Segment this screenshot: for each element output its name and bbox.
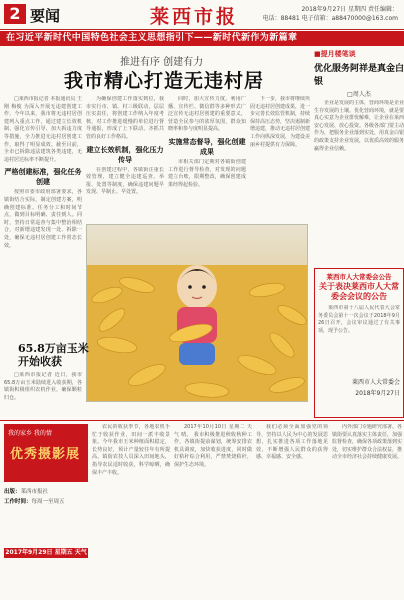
lower-paragraph: 农民的收获季节，各地农机手忙于收获作业，田间一派丰收景象。今年我市玉米种植面积稳定，长势良好，预计产量较往年有所提高。镇街农技人员深入田间地头，指导农民适时收获，科学晾晒，确保丰产丰收。: [92, 424, 170, 476]
feature-paragraph: 按照市委市政府部署要求，各镇街结合实际，制定创建方案，明确创建标准、任务分工和时间节点，做到目标明确、责任到人。同时，坚持日常巡查与集中整治相结合，对新增违建发现一处、拆除一处，确保无违村居创建工作常态长效。: [4, 189, 82, 249]
commentary-byline: □周人杰: [347, 91, 371, 98]
notice-date: 2018年9月27日: [355, 390, 400, 397]
corn-harvest-photo: [86, 224, 308, 402]
contest-tagline: 我的家乡 我的情: [8, 430, 52, 437]
child-with-corn-image: [87, 225, 308, 402]
corn-story-body: □莱西市报记者 近日，我市65.8万亩玉米陆续进入收获期，各镇街积极组织农机作业，确保颗粒归仓。: [4, 372, 82, 401]
weather-bar: 2017年9月29日 星期五 天气: [5, 549, 87, 556]
feature-subhead: 推进有序 创建有力: [120, 57, 204, 68]
commentary-headline: 优化服务阿祥是真金白银: [314, 64, 404, 87]
hours-value: 每周一至周五: [31, 499, 65, 505]
newspaper-logo: 莱西市报: [150, 6, 239, 28]
feature-paragraph: 在创建过程中，各镇街注重长效管理，建立健全违建巡查、举报、处置等制度，确保违建问题早发现、早制止、早处置。: [86, 166, 164, 196]
theme-banner: 在习近平新时代中国特色社会主义思想指引下——新时代新作为新篇章: [0, 31, 404, 46]
issue-date-line: 2018年9月27日 星期四 责任编辑：: [301, 6, 398, 13]
feature-paragraph: 下一步，我市将继续巩固无违村居创建成果，进一步完善长效监管机制，持续保持高压态势，坚决遏制新增违建，推动无违村居创建工作向纵深发展，为建设美丽乡村提供有力保障。: [250, 96, 310, 148]
notice-body: 莱西市第十八届人民代表大会常务委员会第十一次会议于2018年9月26日召开，会议审议通过了有关事项，现予公告。: [318, 305, 400, 334]
commentary-column-title: ■提月楼笔谈: [314, 50, 356, 58]
lower-paragraph: 我们必须全面加强党的领导，坚持以人民为中心的发展思想，扎实推进各项工作落地见效，不断增强人民群众的获得感、幸福感、安全感。: [256, 424, 328, 461]
feature-paragraph: 为确保创建工作落实到位，我市实行市、镇、村三级联动，层层压实责任，将创建工作纳入年度考核，对工作推进缓慢的单位进行督导通报，形成了上下联动、齐抓共管的良好工作格局。: [86, 96, 164, 140]
lower-column-1: [92, 424, 170, 596]
lower-column-2: [174, 424, 252, 596]
publisher-info: [4, 488, 88, 496]
lower-column-3: [256, 424, 328, 596]
publisher-label: 出版：: [4, 489, 21, 495]
feature-column-3: [168, 96, 246, 220]
notice-signature: 莱西市人大常委会: [351, 379, 400, 386]
official-notice-box: [314, 268, 404, 418]
section-title: 要闻: [30, 7, 61, 25]
feature-subheading: 建立长效机制，强化压力传导: [86, 145, 164, 164]
lower-paragraph: 2017年10月10日 星期二 天气 晴。 我市积极推进秋收秋种工作，各镇街提前谋划，统筹安排农机具调度，加快收获进度，同时做好秸秆综合利用，严禁焚烧秸秆，保护生态环境。: [174, 424, 252, 468]
photo-contest-banner: [4, 424, 88, 482]
lower-column-4: [332, 424, 402, 596]
feature-headline: 我市精心打造无违村居: [64, 70, 265, 92]
contest-title: 优秀摄影展: [10, 447, 81, 462]
contact-line: 电话：88481 电子信箱：a88470000@163.com: [262, 15, 398, 22]
section-divider: [0, 420, 404, 421]
corn-story-title: 65.8万亩玉米 开始收获: [18, 342, 89, 368]
page-number-badge: 2: [4, 4, 26, 24]
lower-paragraph: 内外部门专题研究部署。各镇街要认真落实主体责任，加强监督检查，确保各项政策落到实处，切实维护群众合法权益，推动全市经济社会持续健康发展。: [332, 424, 402, 461]
feature-paragraph: 同时，加大宣传力度，利用广播、宣传栏、微信群等多种形式广泛宣传无违村居创建的重要意义，营造全民参与的浓厚氛围，群众知晓率和参与度明显提高。: [168, 96, 246, 133]
masthead: [0, 0, 404, 30]
commentary-sidebar: [314, 46, 404, 264]
feature-paragraph: 市相关部门定期对各镇街创建工作进行督导检查，对发现的问题建立台账，限期整改，确保创建成果经得起检验。: [168, 158, 246, 188]
hours-label: 工作时间：: [4, 499, 32, 505]
feature-paragraph: □莱西市报记者 本报通讯员 王刚 梅俊 为深入开展无违建创建工作，今年以来，我市将无违村居创建列入重点工作，通过建立长效机制、强化宣传引导、加大拆违力度等措施，全力推进无违村居创建工作，取得了明显成效。截至目前，全市已拆除违法建筑各类违建，无违村居达标率不断提升。: [4, 96, 82, 163]
feature-column-1: [4, 96, 82, 336]
feature-column-2: [86, 96, 164, 220]
hours-info: [4, 498, 88, 506]
feature-subheading: 严格创建标准，强化任务创建: [4, 168, 82, 187]
commentary-body: 企业是发展的主体，营商环境是企业生存发展的土壤。优化营商环境，就是要真心实意为企业排忧解难，让企业在莱西安心发展、放心投资。各级各部门要主动作为，把服务企业落到实处，用真金白银的政策支持企业发展，以优质高效的服务赢得企业信赖。: [314, 100, 404, 152]
notice-title: 关于表决莱西市人大常委会会议的公告: [319, 282, 399, 301]
notice-kicker: 莱西市人大常委会公告: [326, 273, 392, 281]
feature-subheading: 实施常态督导，强化创建成果: [168, 137, 246, 156]
publisher-value: 莱西市报社: [20, 489, 49, 495]
